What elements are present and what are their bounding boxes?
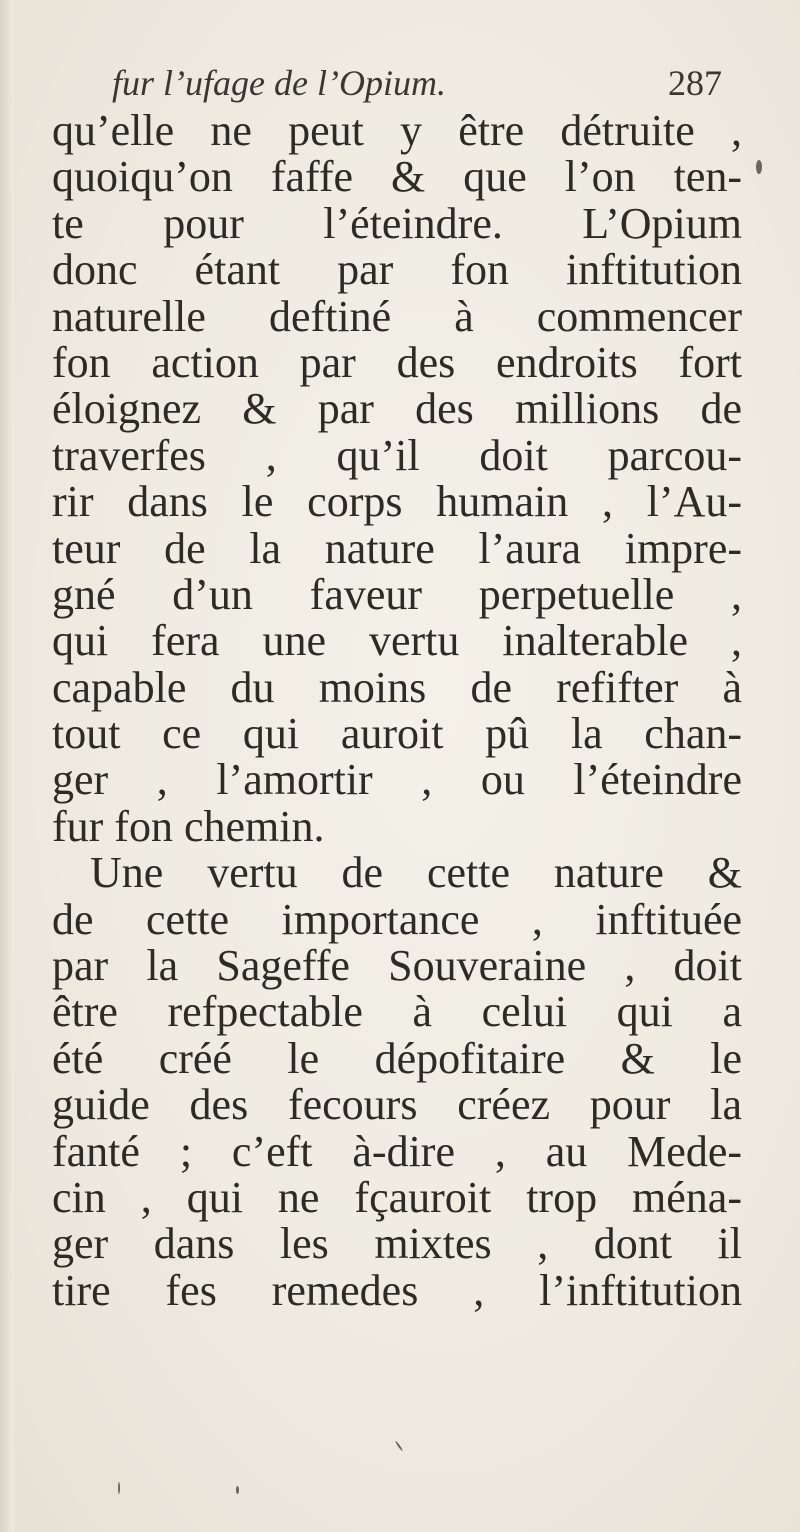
text-line: fon action par des endroits fort bbox=[52, 337, 742, 387]
text-line: guide des fecours créez pour la bbox=[52, 1080, 742, 1130]
paper-speck bbox=[756, 160, 762, 174]
paper-speck bbox=[118, 1482, 120, 1494]
text-line: donc étant par fon inftitution bbox=[52, 245, 742, 295]
text-line: rir dans le corps humain , l’Au- bbox=[52, 477, 742, 527]
text-line: quoiqu’on faffe & que l’on ten- bbox=[52, 152, 742, 202]
text-line: éloignez & par des millions de bbox=[52, 384, 742, 434]
text-line: naturelle deftiné à commencer bbox=[52, 291, 742, 341]
running-head: fur l’ufage de l’Opium. bbox=[112, 63, 446, 103]
text-line: capable du moins de refifter à bbox=[52, 662, 742, 712]
page-header bbox=[112, 62, 722, 112]
text-line: être refpectable à celui qui a bbox=[52, 987, 742, 1037]
body-text bbox=[52, 108, 742, 1314]
text-line-paragraph-start: Une vertu de cette nature & bbox=[90, 848, 742, 898]
text-line: gné d’un faveur perpetuelle , bbox=[52, 569, 742, 619]
text-line: te pour l’éteindre. L’Opium bbox=[52, 198, 742, 248]
text-line-paragraph-end: fur fon chemin. bbox=[52, 801, 325, 851]
text-line: été créé le dépofitaire & le bbox=[52, 1033, 742, 1083]
page-gutter bbox=[0, 0, 14, 1532]
text-line: cin , qui ne fçauroit trop ména- bbox=[52, 1172, 742, 1222]
text-line: tire fes remedes , l’inftitution bbox=[52, 1265, 742, 1315]
paper-speck bbox=[395, 1441, 404, 1452]
text-line: ger dans les mixtes , dont il bbox=[52, 1219, 742, 1269]
text-line: qu’elle ne peut y être détruite , bbox=[52, 106, 742, 155]
page-number: 287 bbox=[668, 63, 722, 103]
text-line: traverfes , qu’il doit parcou- bbox=[52, 430, 742, 480]
text-line: de cette importance , inftituée bbox=[52, 894, 742, 944]
text-line: par la Sageffe Souveraine , doit bbox=[52, 941, 742, 991]
text-line: teur de la nature l’aura impre- bbox=[52, 523, 742, 573]
text-line: ger , l’amortir , ou l’éteindre bbox=[52, 755, 742, 805]
text-line: tout ce qui auroit pû la chan- bbox=[52, 709, 742, 759]
paper-speck bbox=[236, 1486, 239, 1494]
text-line: qui fera une vertu inalterable , bbox=[52, 616, 742, 666]
text-line: fanté ; c’eft à-dire , au Mede- bbox=[52, 1126, 742, 1176]
